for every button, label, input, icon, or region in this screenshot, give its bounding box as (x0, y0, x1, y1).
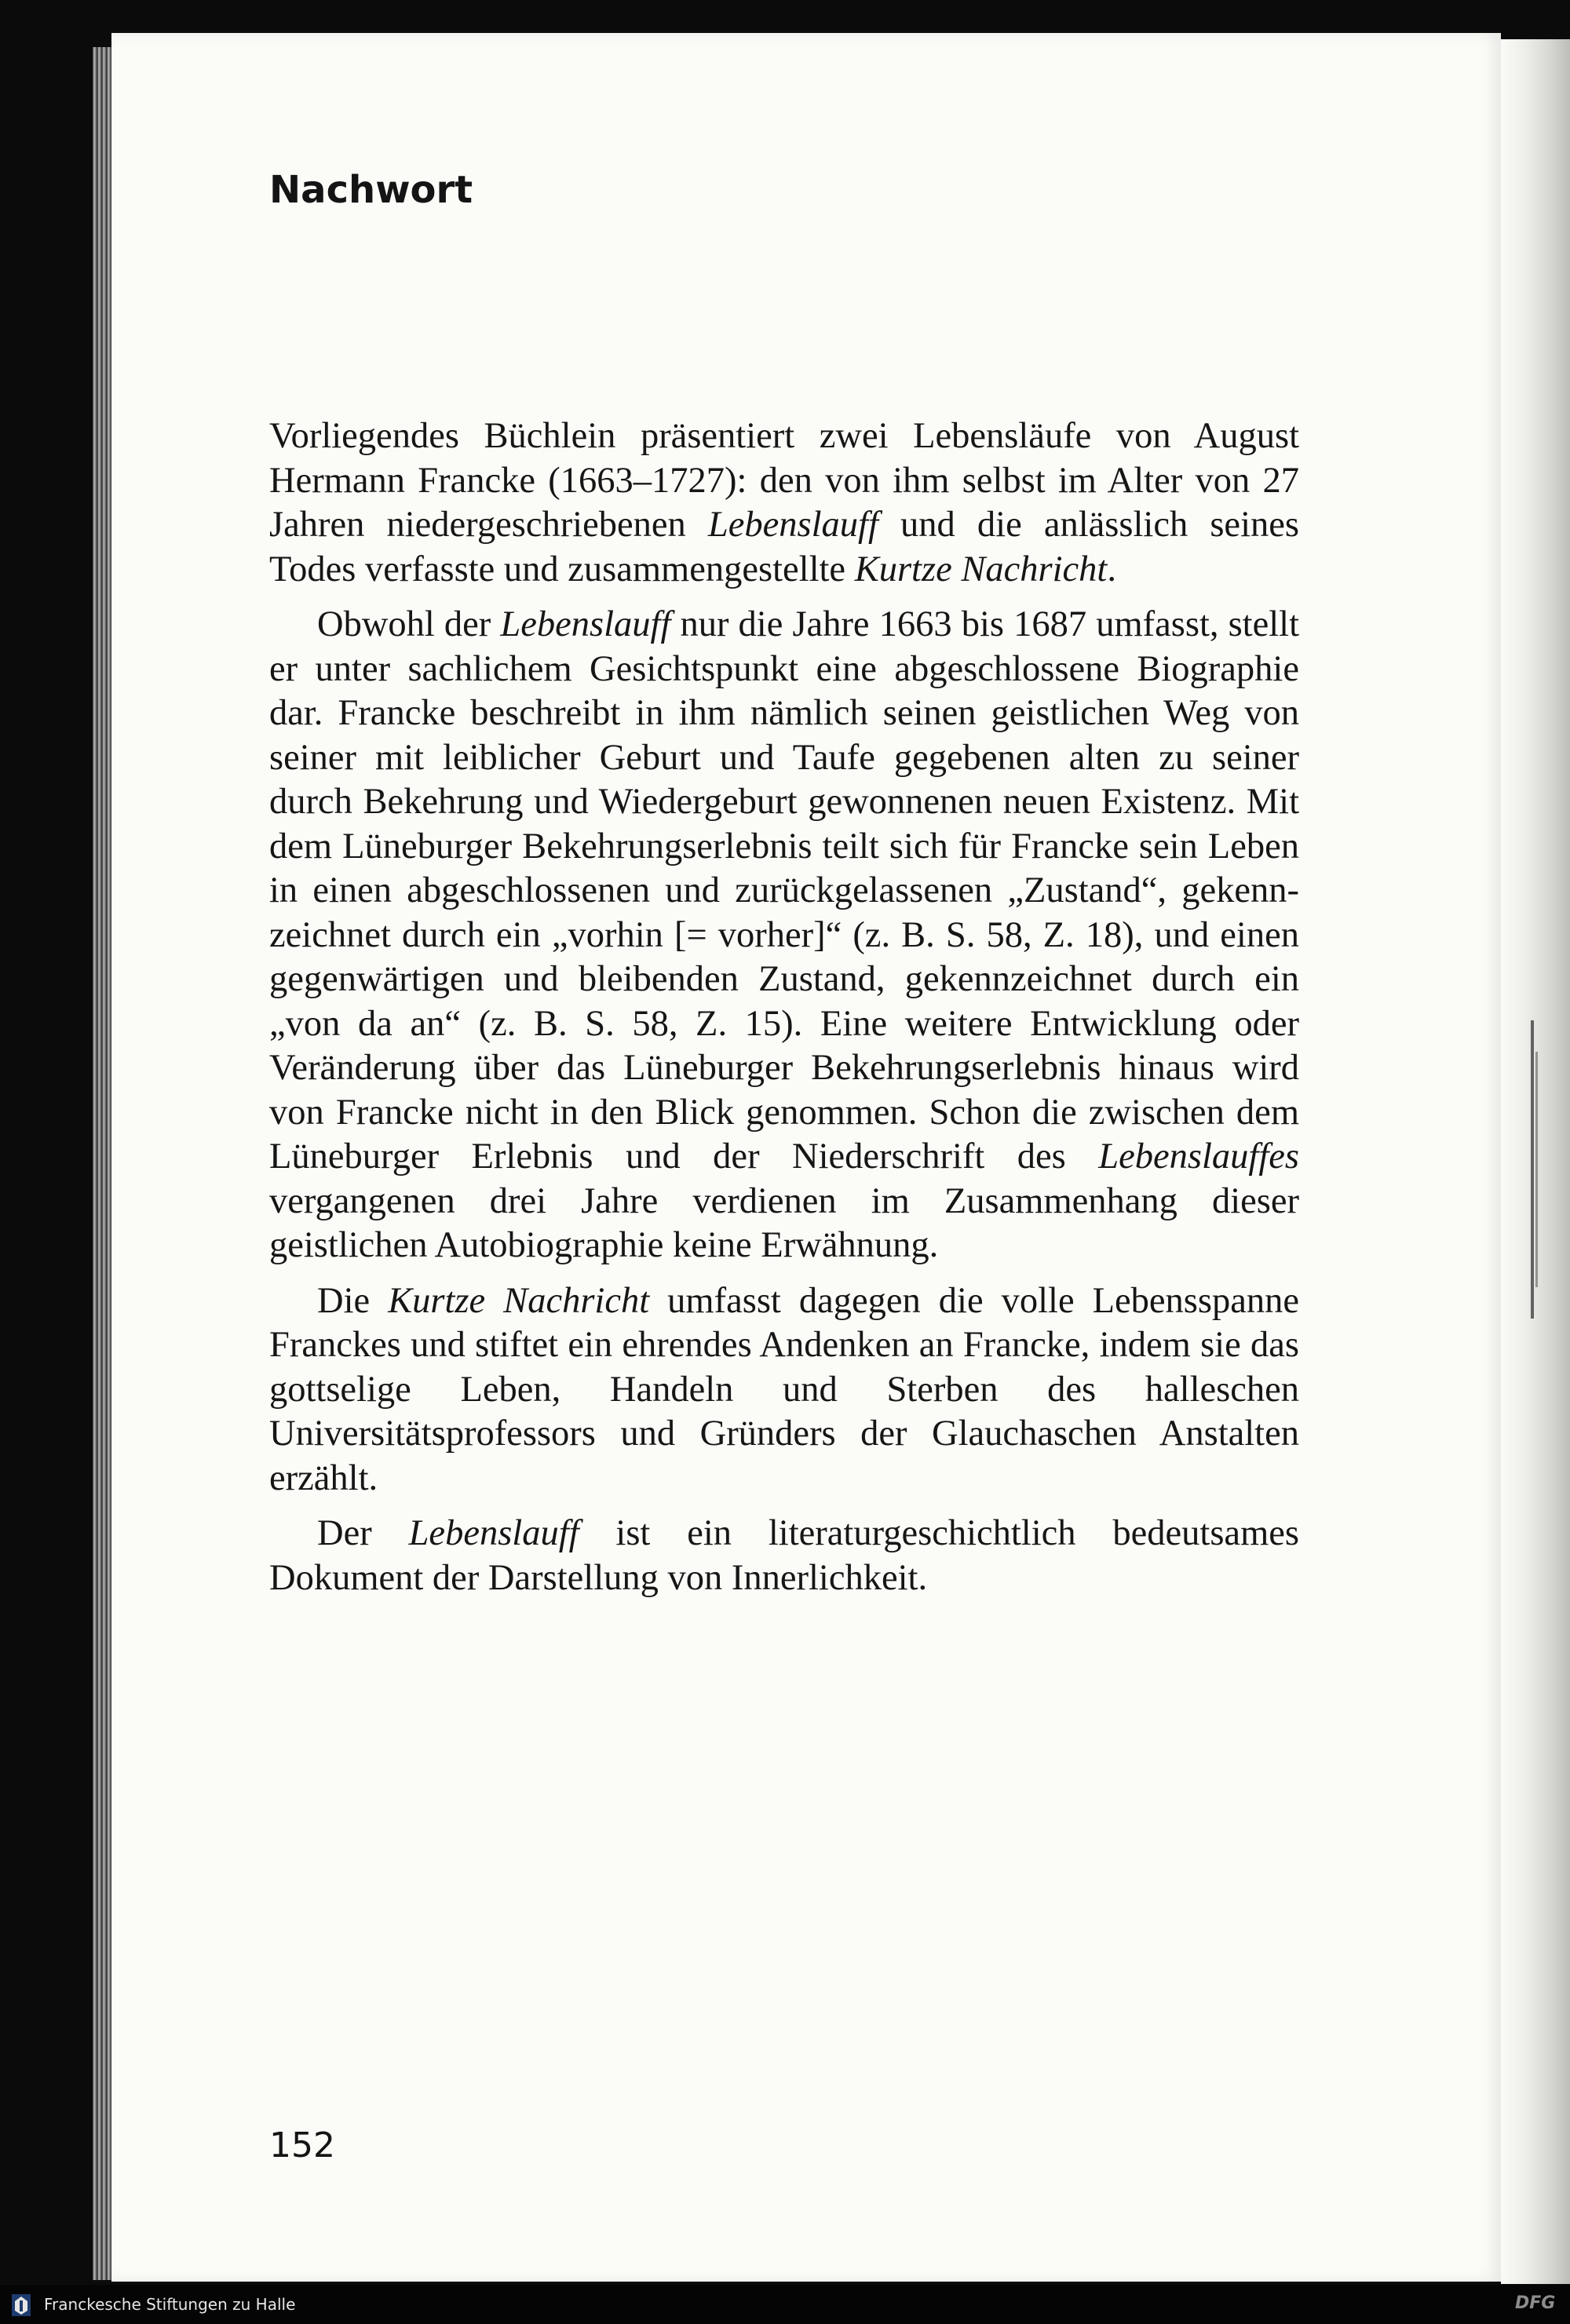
text-run: Vorliegendes Büchlein präsentiert zwei Lebensläufe von August Hermann Francke (1663–1727): den von ihm selbst im Alter von 27 Jahren niedergeschriebenen (269, 416, 1299, 545)
page-number: 152 (269, 2125, 335, 2165)
margin-mark (1526, 1020, 1543, 1319)
title-kurtze-nachricht: Kurtze Nachricht (854, 549, 1108, 589)
paragraph-4 (269, 1512, 1299, 1600)
text-run: und die anlässlich seines Todes verfasste und zusammengestellte (269, 505, 1299, 589)
paragraph-3 (269, 1279, 1299, 1501)
text-run: Die (317, 1280, 389, 1321)
dfg-logo: DFG (1515, 2293, 1556, 2313)
text-run: Obwohl der (317, 604, 501, 644)
text-run: vergangenen drei Jahre verdienen im Zusammenhang dieser geistlichen Autobiographie keine Erwähnung. (269, 1180, 1299, 1265)
title-kurtze-nachricht: Kurtze Nachricht (388, 1280, 650, 1321)
text-run: ist ein literaturgeschichtlich bedeutsames Dokument der Darstellung von Innerlichkeit. (269, 1513, 1299, 1598)
paragraph-2 (269, 603, 1299, 1268)
text-run: Der (317, 1513, 409, 1553)
title-lebenslauff: Lebenslauff (707, 505, 878, 545)
text-run: umfasst dagegen die volle Lebensspanne Franckes und stiftet ein ehrendes Andenken an Francke, indem sie das gottselige Leben, Handeln und Sterben des halleschen Universitätsprofessors und Gründers der Glauchaschen Anstalten erzählt. (269, 1280, 1299, 1498)
title-lebenslauffes: Lebenslauffes (1098, 1136, 1299, 1177)
institution-logo-icon (11, 2293, 31, 2317)
body-text (269, 414, 1299, 1600)
section-heading: Nachwort (269, 168, 473, 212)
text-run: . (1107, 549, 1116, 589)
text-run: nur die Jahre 1663 bis 1687 umfasst, stellt er unter sachlichem Gesichtspunkt eine abgeschlossene Biographie dar. Francke beschreibt in ihm nämlich seinen geistlichen Weg von seiner mit leiblicher Geburt und Taufe gegebenen alten zu seiner durch Bekehrung und Wiedergeburt gewonnenen neuen Existenz. Mit dem Lüneburger Bekehrungserlebnis teilt sich für Francke sein Leben in einen abgeschlossenen und zurückgelassenen „Zustand“, gekennzeichnet durch ein „vorhin [= vorher]“ (z. B. S. 58, Z. 18), und einen gegenwärtigen und bleibenden Zustand, gekennzeichnet durch ein „von da an“ (z. B. S. 58, Z. 15). Eine weitere Entwicklung oder Veränderung über das Lüneburger Bekehrungserlebnis hinaus wird von Francke nicht in den Blick genommen. Schon die zwischen dem Lüneburger Erlebnis und der Niederschrift des (269, 604, 1299, 1177)
title-lebenslauff: Lebenslauff (500, 604, 671, 644)
paragraph-1 (269, 414, 1299, 592)
footer-caption: Franckesche Stiftungen zu Halle (44, 2295, 296, 2314)
title-lebenslauff: Lebenslauff (408, 1513, 579, 1553)
